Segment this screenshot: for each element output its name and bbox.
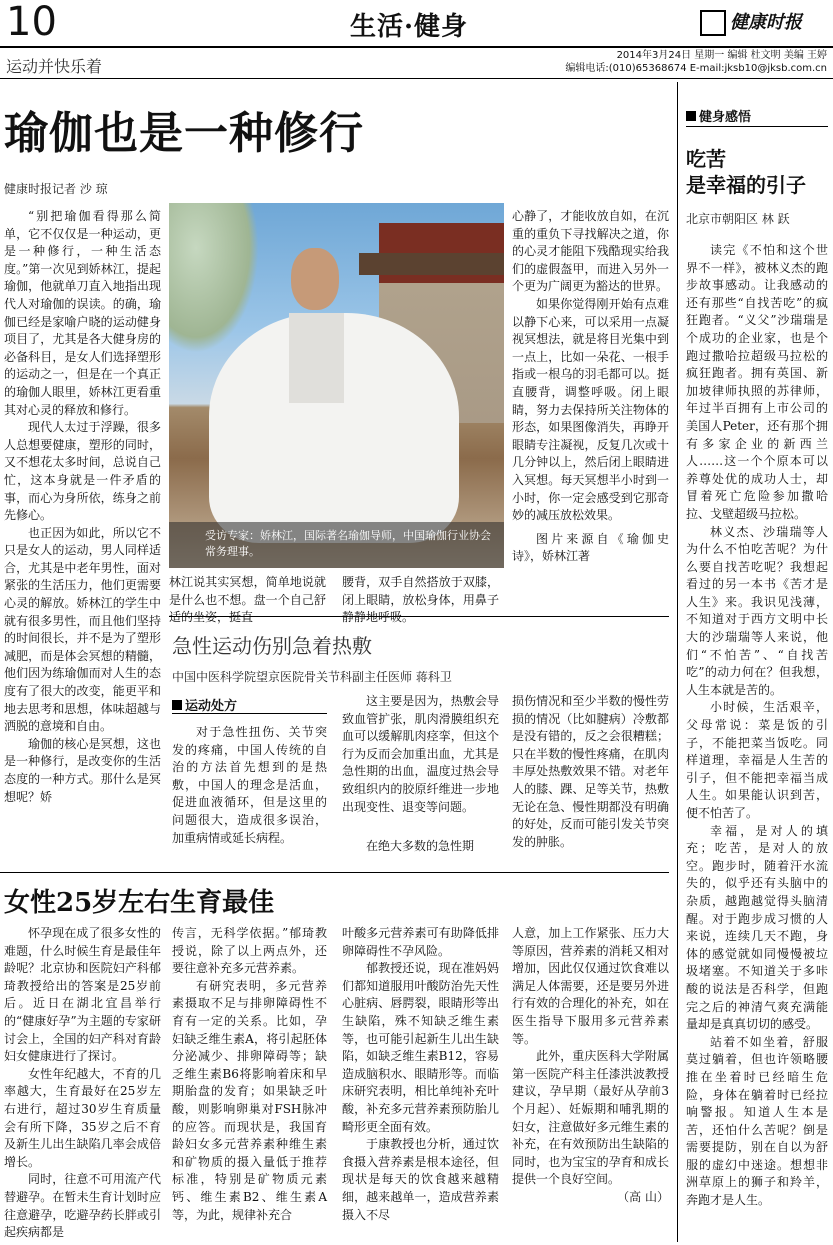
article1-under-photo-1 <box>169 574 326 627</box>
article2-title: 急性运动伤别急着热敷 <box>172 634 372 658</box>
article3-title: 女性25岁左右生育最佳 <box>4 888 275 918</box>
photo-roof <box>359 253 504 275</box>
paragraph: 如果你觉得刚开始有点难以静下心来，可以采用一点凝视冥想法，就是将目光集中到一点上，比如一朵花、一根手指或一根乌的羽毛都可以。挺直腰背，调整呼吸。闭上眼睛，努力去保持所关注物体的形态，如果图像消失，再睁开眼睛专注凝视，反复几次或十几分钟以上，然后闭上眼睛进入冥想。每天冥想半小时到一小时，你一定会感受到它那奇妙的减压放松效果。 <box>512 296 669 523</box>
article2-col3 <box>512 693 669 851</box>
paragraph: 于康教授也分析，通过饮食摄入营养素是根本途径，但现状是每天的饮食越来越精细，越来越单一，造成营养素摄入不尽 <box>342 1137 499 1222</box>
paragraph: 在绝大多数的急性期 <box>366 839 475 854</box>
article2-top-rule <box>169 616 669 617</box>
photo-source: 图片来源自《瑜伽史诗》，娇林江著 <box>512 531 669 564</box>
column-slogan: 运动并快乐着 <box>6 57 103 76</box>
paragraph: “别把瑜伽看得那么简单，它不仅仅是一种运动，更是一种修行，一种生活态度。”第一次见到娇林江，提起瑜伽，他就单刀直入地指出现代人对瑜伽的误读。的确，瑜伽已经是家喻户晓的运动健身项目了，尤其是各大健身房的必备科目，是女人们选择塑形的运动之一，但是在一个真正的瑜伽人眼里，娇林江更看重其对心灵的释放和修行。 <box>4 209 161 417</box>
header-rule-2 <box>0 78 833 79</box>
paragraph: 现代人太过于浮躁，很多人总想要健康，塑形的同时，又不想花太多时间，总说自己忙，这本身就是一件矛盾的事，而心为身所依，练身之前先修心。 <box>4 420 161 523</box>
paragraph: 幸福，是对人的填充；吃苦，是对人的放空。跑步时，随着汗水流失的，似乎还有头脑中的杂质，越跑越觉得头脑清醒。对于跑步成习惯的人来说，连续几天不跑，身体的感觉就如同慢慢被垃圾堵塞。不知道关于多咔酸的说法是否科学，但跑完之后的神清气爽充满能量却是真真切切的感受。 <box>686 823 828 1032</box>
photo-person-head <box>291 248 339 310</box>
paragraph: 瑜伽的核心是冥想，这也是一种修行，是改变你的生活态度的一种方式。那什么是冥想呢？娇 <box>4 736 161 804</box>
square-icon <box>172 700 182 710</box>
photo-caption: 受访专家：娇林江，国际著名瑜伽导师，中国瑜伽行业协会常务理事。 <box>169 522 504 568</box>
article1-byline: 健康时报记者 沙 琼 <box>4 182 108 196</box>
paragraph: 怀孕现在成了很多女性的难题，什么时候生育是最佳年龄呢？北京协和医院妇产科郁琦教授给出的答案是25岁前后。近日在湖北宜昌举行的“健康好孕”为主题的专家研讨会上，全国的妇产科对育龄妇女健康进行了探讨。 <box>4 926 161 1064</box>
box-label-rule <box>172 713 327 714</box>
newspaper-logo <box>700 8 802 36</box>
box-label-text: 运动处方 <box>185 699 238 714</box>
paragraph: 站着不如坐着，舒服莫过躺着，但也许领略腰推在坐着时已经暗生危险，身体在躺着时已经拉响警报。知道人生本是苦，还怕什么苦呢？倒是需要提防，别在自以为舒服的虚幻中迷途。想想非洲草原上的狮子和羚羊，奔跑才是人生。 <box>686 1034 828 1208</box>
photo-tree <box>169 203 259 353</box>
sidebar-label-text: 健身感悟 <box>699 110 752 125</box>
article3-top-rule <box>0 872 669 873</box>
paragraph: 此外，重庆医科大学附属第一医院产科主任漆洪波教授建议，孕早期（最好从孕前3个月起）、妊娠期和哺乳期的妇女，注意做好多元维生素的补充，在有效预防出生缺陷的同时，也为宝宝的孕育和成长提供一个良好空间。 <box>512 1049 669 1187</box>
article1-under-photo-2 <box>342 574 499 627</box>
photo-vest <box>289 313 344 403</box>
article3-author: （高 山） <box>617 1189 669 1204</box>
sidebar-title <box>686 146 806 198</box>
article2-col1 <box>172 724 327 847</box>
article2-byline: 中国中医科学院望京医院骨关节科副主任医师 蒋科卫 <box>172 670 452 684</box>
paragraph: 也正因为如此，所以它不只是女人的运动，男人同样适合，尤其是中老年男性，面对紧张的生活压力，他们更需要心灵的解放。娇林江的学生中就有很多男性，而且他们坚持的时间很长，并不是为了塑形减肥，而是体会冥想的精髓，他们因为练瑜伽而对人生的态度有了很大的改变，能更平和地去思考和思想，体味超越与洒脱的意境和自由。 <box>4 525 161 734</box>
paragraph: 女性年纪越大，不育的几率越大，生育最好在25岁左右进行，超过30岁生育质量会有所下降，35岁之后不育及新生儿出生缺陷几率会成倍增长。 <box>4 1066 161 1169</box>
issue-date-editor: 2014年3月24日 星期一 编辑 杜文明 美编 王婷 <box>616 50 827 61</box>
article1-col3 <box>512 208 669 566</box>
square-icon <box>686 111 696 121</box>
article3-col2 <box>172 925 327 1224</box>
paragraph: 腰背，双手自然搭放于双膝，闭上眼睛，放松身体，用鼻子静静地呼吸。 <box>342 575 499 625</box>
sidebar-byline: 北京市朝阳区 林 跃 <box>686 212 790 226</box>
paragraph: 心静了，才能收放自如，在沉重的重负下寻找解决之道，你的心灵才能阻下残酷现实给我们的虚假盔甲，而进入另外一个更为广阔更为豁达的世界。 <box>512 209 669 294</box>
sidebar-label-rule <box>686 126 828 127</box>
issue-meta <box>565 49 827 75</box>
sidebar-label <box>686 106 751 125</box>
logo-icon <box>700 10 726 36</box>
section-title: 生活·健身 <box>350 12 469 42</box>
sidebar-title-line2: 是幸福的引子 <box>686 173 806 197</box>
paragraph: 这主要是因为，热敷会导致血管扩张，肌肉滑膜组织充血可以缓解肌肉痉挛，但这个行为反而会加重出血，尤其是急性期的出血，温度过热会导致组织内的胶原纤维进一步地出现变性、退变等问题。 <box>342 694 499 814</box>
sidebar-title-line1: 吃苦 <box>686 147 726 171</box>
paragraph: 小时候，生活艰辛，父母常说：菜是饭的引子，不能把菜当饭吃。同样道理，幸福是人生苦的引子，但不能把幸福当成人生。如果能认识到苦，便不怕苦了。 <box>686 700 828 820</box>
logo-text: 健康时报 <box>730 12 802 33</box>
paragraph: 人意，加上工作紧张、压力大等原因，营养素的消耗又相对增加，因此仅仅通过饮食难以满足人体需要，还是要另外进行有效的合理化的补充，如在医生指导下服用多元营养素等。 <box>512 926 669 1046</box>
article1-col1 <box>4 208 161 806</box>
yoga-photo <box>169 203 504 568</box>
paragraph: 林义杰、沙瑞瑞等人为什么不怕吃苦呢？为什么要自找苦吃呢？我想起看过的另一本书《苦才是人生》来。我识见浅薄，不知道对于西方文明中长大的沙瑞瑞等人来说，他们“不怕苦”、“自找苦吃”的动力何在？但我想，人生本就是苦的。 <box>686 524 828 697</box>
paragraph: 林江说其实冥想，简单地说就是什么也不想。盘一个自己舒适的坐姿，挺直 <box>169 575 326 625</box>
paragraph: 传言，无科学依据。”郁琦教授说，除了以上两点外，还要往意补充多元营养素。 <box>172 926 327 976</box>
header-rule <box>0 46 833 48</box>
paragraph: 同时，往意不可用流产代替避孕。在暂未生育计划时应往意避孕，吃避孕药长胖或引起疾病都是 <box>4 1172 161 1240</box>
issue-contact: 编辑电话:(010)65368674 E-mail:jksb10@jksb.com.cn <box>565 63 827 74</box>
article2-box-label <box>172 695 237 714</box>
article3-col4 <box>512 925 669 1207</box>
article3-col3 <box>342 925 499 1224</box>
sidebar-body <box>686 242 828 1210</box>
paragraph: 对于急性扭伤、关节突发的疼痛，中国人传统的自治的方法首先想到的是热敷，中国人的理念是活血，促进血液循环，但是这里的问题很大，造成很多误治，加重病情或延长病程。 <box>172 725 327 845</box>
page-number: 10 <box>6 0 57 45</box>
article3-col1 <box>4 925 161 1242</box>
sidebar-divider <box>677 82 678 1242</box>
article2-col2 <box>342 693 499 856</box>
paragraph: 损伤情况和至少半数的慢性劳损的情况（比如腱病）冷敷都是没有错的，反之会很糟糕；只在半数的慢性疼痛，在肌肉丰厚处热敷效果不错。对老年人的膝、踝、足等关节，热敷无论在急、慢性期都没有明确的好处，反而可能引发关节突发的肿胀。 <box>512 694 669 849</box>
paragraph: 叶酸多元营养素可有助降低排卵障碍性不孕风险。 <box>342 926 499 958</box>
article1-title: 瑜伽也是一种修行 <box>4 108 364 159</box>
paragraph: 郁教授还说，现在准妈妈们都知道服用叶酸防治先天性心脏病、唇腭裂，眼睛形等出生缺陷，殊不知缺乏维生素等，也可能引起新生儿出生缺陷，如缺乏维生素B12，容易造成脑积水、眼睛形等。而临床研究表明，相比单纯补充叶酸，补充多元营养素预防胎儿畸形更全面有效。 <box>342 961 499 1134</box>
paragraph: 有研究表明，多元营养素摄取不足与排卵障碍性不育有一定的关系。比如，孕妇缺乏维生素A，将引起胚体分泌减少、排卵障碍等；缺乏维生素B6将影响着床和早期胎盘的发育；如果缺乏叶酸，则影响卵巢对FSH脉冲的应答。而现状是，我国育龄妇女多元营养素种维生素和矿物质的摄入量低于推荐标准，特别是矿物质元素钙、维生素B2、维生素A等，为此，规律补充合 <box>172 978 327 1222</box>
paragraph: 读完《不怕和这个世界不一样》，被林义杰的跑步故事感动。让我感动的还有那些“自找苦吃”的疯狂跑者。“义父”沙瑞瑞是个成功的企业家，也是个跑过撒哈拉超级马拉松的疯狂跑者。拥有英国、新加坡律师执照的苏律师，年过半百拥有上市公司的美国人Peter，还有那个拥有多家企业的新西兰人……这一个个原本可以养尊处优的成功人士，却冒着死亡危险参加撒哈拉、戈壁超级马拉松。 <box>686 243 828 521</box>
